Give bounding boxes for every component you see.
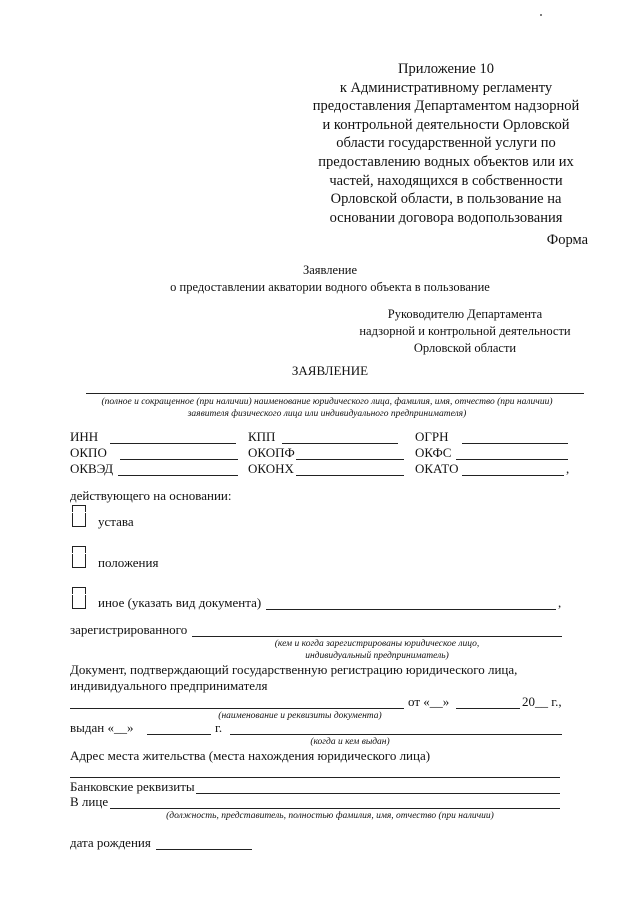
recipient-block — [330, 306, 600, 357]
appendix-line: к Административному регламенту — [339, 79, 553, 96]
inn-field[interactable] — [110, 443, 236, 444]
other-document-label: иное (указать вид документа) — [98, 595, 262, 610]
regulation-checkbox[interactable] — [70, 546, 86, 568]
ogrn-label: ОГРН — [415, 429, 449, 444]
recipient-line: Руководителю Департамента — [387, 307, 543, 321]
okved-field[interactable] — [118, 475, 238, 476]
registered-caption-2: индивидуальный предприниматель) — [305, 651, 449, 661]
address-label: Адрес места жительства (места нахождения юридического лица) — [70, 748, 431, 763]
bank-label: Банковские реквизиты — [70, 779, 195, 794]
okonh-label: ОКОНХ — [248, 461, 294, 476]
document-date-label: от «__» — [408, 694, 450, 709]
issued-year-suffix: г. — [215, 720, 223, 735]
kpp-label: КПП — [248, 429, 276, 444]
registered-caption-1: (кем и когда зарегистрированы юридическое лицо, — [274, 639, 480, 649]
statement-title: Заявление — [302, 263, 357, 277]
appendix-line: Орловской области, в пользование на — [330, 191, 562, 208]
applicant-caption-2: заявителя физического лица или индивидуального предпринимателя) — [187, 409, 467, 419]
basis-label: действующего на основании: — [70, 488, 232, 503]
okato-comma: , — [566, 461, 570, 476]
recipient-line: надзорной и контрольной деятельности — [359, 324, 571, 338]
okato-field[interactable] — [462, 475, 564, 476]
issued-month-field[interactable] — [147, 734, 211, 735]
issued-by-field[interactable] — [230, 734, 562, 735]
issued-label: выдан «__» — [70, 720, 134, 735]
okopf-field[interactable] — [296, 459, 404, 460]
statement-subtitle: о предоставлении акватории водного объекта в пользование — [170, 280, 490, 294]
okfs-field[interactable] — [456, 459, 568, 460]
okpo-field[interactable] — [120, 459, 238, 460]
document-caption: (наименование и реквизиты документа) — [218, 711, 382, 721]
inn-label: ИНН — [70, 429, 99, 444]
charter-checkbox[interactable] — [70, 505, 86, 527]
birth-date-field[interactable] — [156, 849, 252, 850]
document-year-label: 20__ г., — [522, 694, 562, 709]
birth-label: дата рождения — [70, 835, 151, 850]
person-field[interactable] — [110, 808, 560, 809]
okonh-field[interactable] — [296, 475, 404, 476]
form-label: Форма — [546, 232, 588, 248]
other-document-field[interactable] — [266, 609, 556, 610]
scan-speck — [540, 14, 542, 16]
recipient-line: Орловской области — [413, 341, 517, 355]
person-caption: (должность, представитель, полностью фамилия, имя, отчество (при наличии) — [166, 811, 494, 821]
person-label: В лице — [70, 794, 109, 809]
document-details-field[interactable] — [70, 708, 404, 709]
appendix-line: и контрольной деятельности Орловской — [322, 116, 570, 133]
document-line-2: индивидуального предпринимателя — [70, 678, 268, 693]
application-title: ЗАЯВЛЕНИЕ — [291, 363, 369, 378]
okved-label: ОКВЭД — [70, 461, 114, 476]
other-document-checkbox[interactable] — [70, 587, 86, 609]
appendix-line: основании договора водопользования — [329, 209, 563, 226]
appendix-line: предоставления Департаментом надзорной — [312, 98, 580, 115]
okopf-label: ОКОПФ — [248, 445, 295, 460]
document-date-field[interactable] — [456, 708, 520, 709]
kpp-field[interactable] — [282, 443, 398, 444]
charter-label: устава — [98, 514, 134, 529]
appendix-line: предоставлению водных объектов или их — [318, 153, 574, 170]
bank-field[interactable] — [196, 793, 560, 794]
appendix-line: области государственной услуги по — [336, 135, 556, 152]
other-document-comma: , — [558, 595, 562, 610]
issued-caption: (когда и кем выдан) — [310, 737, 390, 747]
applicant-name-field[interactable] — [86, 393, 584, 394]
registered-field[interactable] — [192, 636, 562, 637]
ogrn-field[interactable] — [462, 443, 568, 444]
regulation-label: положения — [98, 555, 159, 570]
appendix-line: Приложение 10 — [398, 61, 494, 77]
applicant-caption-1: (полное и сокращенное (при наличии) наименование юридического лица, фамилия, имя, отчество (при наличии) — [101, 397, 553, 407]
registered-label: зарегистрированного — [70, 622, 188, 637]
appendix-header — [300, 60, 592, 227]
document-line-1: Документ, подтверждающий государственную регистрацию юридического лица, — [70, 662, 518, 677]
okato-label: ОКАТО — [415, 461, 459, 476]
appendix-line: частей, находящихся в собственности — [329, 172, 563, 189]
address-field[interactable] — [70, 777, 560, 778]
okpo-label: ОКПО — [70, 445, 107, 460]
okfs-label: ОКФС — [415, 445, 452, 460]
